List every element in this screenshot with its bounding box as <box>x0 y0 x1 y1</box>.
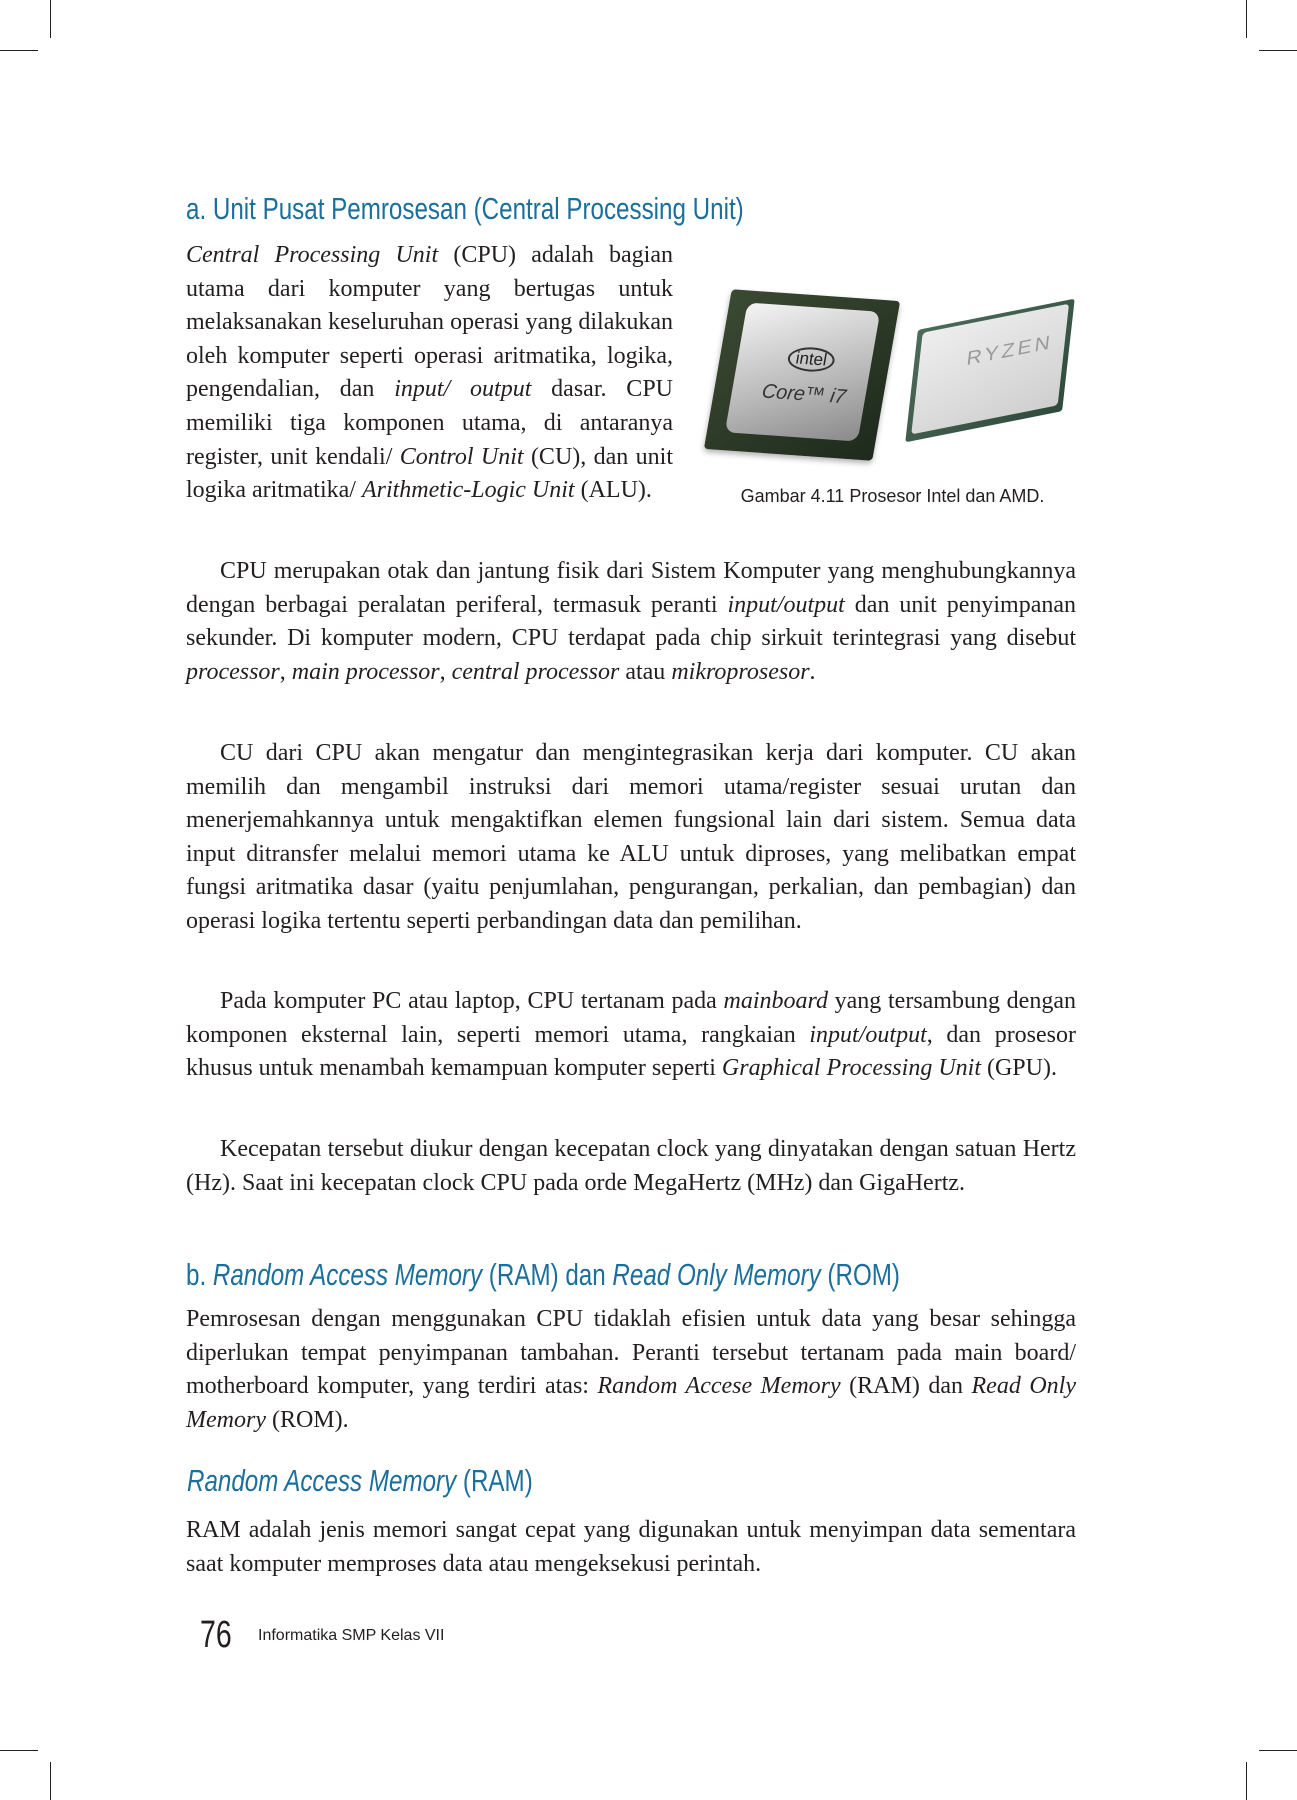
intel-logo: intel <box>786 346 837 373</box>
text-run: yang tersambung dengan komponen eksternal lain, seperti memori utama, rangkaian <box>186 988 1076 1048</box>
section-heading-ram-rom <box>186 1257 900 1293</box>
paragraph-clock-speed <box>186 1133 1076 1200</box>
text-run: (RAM) <box>456 1463 533 1498</box>
italic-term: mainboard <box>723 988 828 1014</box>
italic-term: Central Processing Unit <box>186 242 439 268</box>
paragraph-cpu-brain <box>186 555 1076 689</box>
italic-term: processor <box>186 658 280 685</box>
text-run: , <box>439 658 452 685</box>
text-run: RAM adalah jenis memori sangat cepat yang digunakan untuk menyimpan data sementara saat komputer memproses data atau mengeksekusi perintah. <box>186 1517 1076 1577</box>
crop-mark <box>0 50 38 51</box>
text-run: Pada komputer PC atau laptop, CPU tertanam pada <box>220 988 724 1014</box>
italic-term: mikroprosesor <box>671 658 810 685</box>
italic-term: Random Accese Memory <box>597 1373 841 1400</box>
crop-mark <box>1259 1750 1297 1751</box>
paragraph-control-unit <box>186 737 1076 939</box>
text-run: (RAM) dan <box>482 1257 613 1292</box>
italic-term: Arithmetic-Logic Unit <box>361 477 575 504</box>
subheading-ram <box>187 1463 533 1499</box>
text-run: , dan prosesor khusus untuk menambah kemampuan komputer seperti <box>186 1021 1077 1082</box>
italic-term: input/ output <box>394 376 532 403</box>
intel-model-label: Core™ i7 <box>760 380 848 409</box>
italic-term: Graphical Processing Unit <box>721 1055 981 1082</box>
italic-term: Control Unit <box>399 443 524 470</box>
italic-term: Random Access Memory <box>187 1463 457 1498</box>
crop-mark <box>50 1762 51 1800</box>
text-run: , <box>279 658 292 685</box>
book-title: Informatika SMP Kelas VII <box>258 1627 445 1644</box>
text-run: (CU), dan unit logika aritmatika/ <box>186 443 673 504</box>
text-run: Pemrosesan dengan menggunakan CPU tidaklah efisien untuk data yang besar sehingga diperlukan tempat penyimpanan tambahan. Peranti tersebut tertanam pada main board/ motherboard komputer, yang terdiri atas: <box>186 1306 1076 1400</box>
italic-term: Random Access Memory <box>212 1257 483 1292</box>
italic-term: Read Only Memory <box>612 1257 821 1292</box>
crop-mark <box>50 0 51 38</box>
text-run: b. <box>186 1257 213 1292</box>
italic-term: main processor <box>291 658 440 685</box>
amd-ryzen-logo: RYZEN <box>965 331 1055 371</box>
intel-processor-image <box>704 289 900 460</box>
crop-mark <box>1246 1762 1247 1800</box>
processor-figure <box>695 285 1095 475</box>
paragraph-storage <box>186 1303 1076 1437</box>
text-run: CU dari CPU akan mengatur dan mengintegrasikan kerja dari komputer. CU akan memilih dan mengambil instruksi dari memori utama/register sesuai urutan dan menerjemahkannya untuk mengaktifkan elemen fungsional lain dari sistem. Semua data input ditransfer melalui memori utama ke ALU untuk diproses, yang melibatkan empat fungsi aritmatika dasar (yaitu penjumlahan, pengurangan, perkalian, dan pembagian) dan operasi logika tertentu seperti perbandingan data dan pemilihan. <box>186 740 1076 934</box>
text-run: (ROM). <box>265 1406 349 1433</box>
text-run: (ROM) <box>820 1257 900 1292</box>
italic-term: central processor <box>451 658 620 685</box>
page-number: 76 <box>200 1614 232 1656</box>
crop-mark <box>1259 50 1297 51</box>
paragraph-cpu-definition <box>186 239 673 508</box>
section-heading-cpu: a. Unit Pusat Pemrosesan (Central Processing Unit) <box>186 191 744 226</box>
text-run: dan unit penyimpanan sekunder. Di komputer modern, CPU terdapat pada chip sirkuit terintegrasi yang disebut <box>186 591 1077 652</box>
crop-mark <box>0 1750 38 1751</box>
text-run: Kecepatan tersebut diukur dengan kecepatan clock yang dinyatakan dengan satuan Hertz (Hz). Saat ini kecepatan clock CPU pada orde MegaHertz (MHz) dan GigaHertz. <box>186 1136 1076 1196</box>
italic-term: input/output <box>809 1021 927 1048</box>
text-run: CPU merupakan otak dan jantung fisik dari Sistem Komputer yang menghubungkannya dengan berbagai peralatan periferal, termasuk peranti <box>186 558 1076 618</box>
text-run: atau <box>619 658 672 685</box>
paragraph-ram <box>186 1514 1076 1581</box>
text-run: dasar. CPU memiliki tiga komponen utama, di antaranya register, unit kendali/ <box>186 376 673 470</box>
text-run: (RAM) dan <box>840 1373 972 1400</box>
italic-term: input/output <box>727 591 845 618</box>
italic-term: Read Only Memory <box>186 1373 1076 1433</box>
paragraph-mainboard <box>186 985 1076 1086</box>
figure-caption: Gambar 4.11 Prosesor Intel dan AMD. <box>740 486 1045 506</box>
text-run: (GPU). <box>980 1055 1057 1082</box>
amd-processor-image <box>905 299 1074 443</box>
text-run: (CPU) adalah bagian utama dari komputer yang bertugas untuk melaksanakan keseluruhan operasi yang dilakukan oleh komputer seperti operasi aritmatika, logika, pengendalian, dan <box>186 242 673 403</box>
text-run: (ALU). <box>574 477 652 504</box>
text-run: . <box>809 658 816 685</box>
crop-mark <box>1246 0 1247 38</box>
